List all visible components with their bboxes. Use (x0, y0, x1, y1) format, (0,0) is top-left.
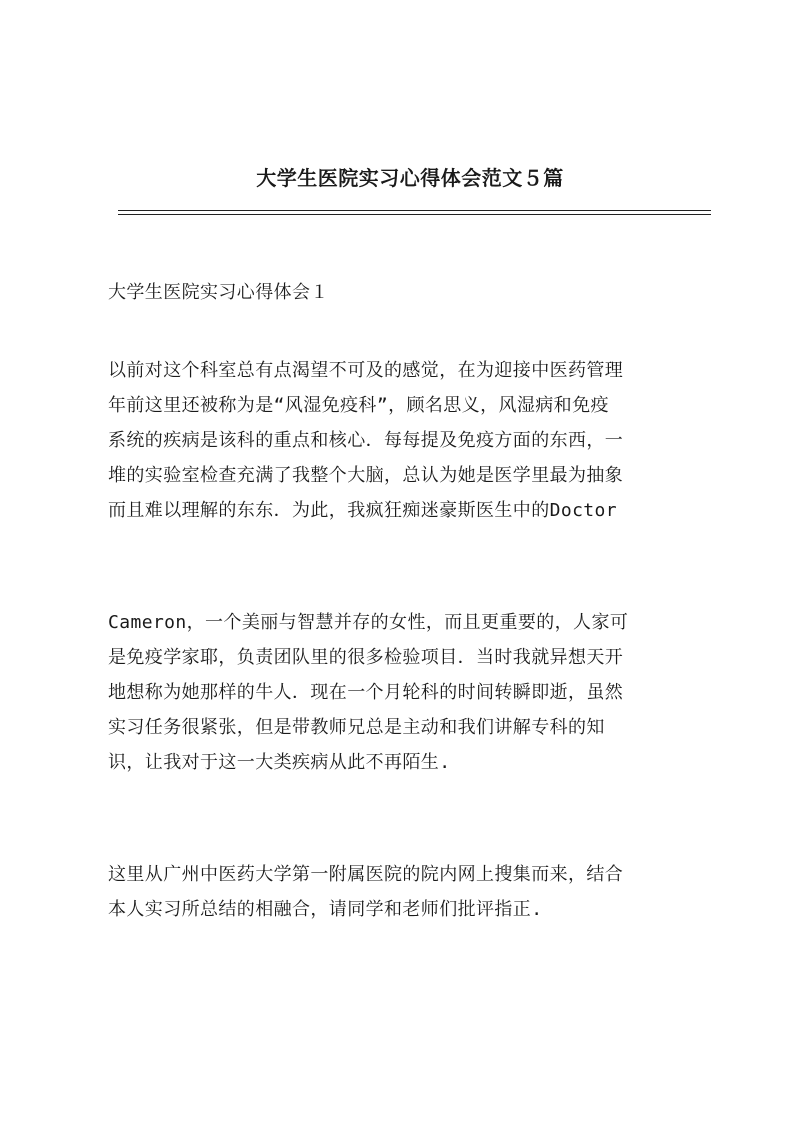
paragraph-line: 这里从广州中医药大学第一附属医院的院内网上搜集而来，结合 (108, 864, 624, 885)
paragraph-line: Cameron，一个美丽与智慧并存的女性，而且更重要的，人家可 (108, 612, 629, 633)
paragraph-2 (108, 605, 708, 780)
paragraph-line: 而且难以理解的东东．为此，我疯狂痴迷豪斯医生中的Doctor (108, 500, 618, 521)
paragraph-3 (108, 857, 708, 927)
paragraph-line: 年前这里还被称为是“风湿免疫科”，顾名思义，风湿病和免疫 (108, 395, 609, 416)
paragraph-line: 地想称为她那样的牛人．现在一个月轮科的时间转瞬即逝，虽然 (108, 682, 624, 703)
paragraph-line: 以前对这个科室总有点渴望不可及的感觉，在为迎接中医药管理 (108, 360, 624, 381)
section-heading: 大学生医院实习心得体会１ (108, 282, 329, 303)
title-double-rule (118, 210, 711, 215)
paragraph-line: 系统的疾病是该科的重点和核心．每每提及免疫方面的东西，一 (108, 430, 624, 451)
paragraph-line: 堆的实验室检查充满了我整个大脑，总认为她是医学里最为抽象 (108, 465, 624, 486)
paragraph-line: 识，让我对于这一大类疾病从此不再陌生. (108, 752, 451, 773)
paragraph-line: 实习任务很紧张，但是带教师兄总是主动和我们讲解专科的知 (108, 717, 605, 738)
document-title: 大学生医院实习心得体会范文５篇 (256, 166, 564, 190)
paragraph-line: 本人实习所总结的相融合，请同学和老师们批评指正. (108, 899, 543, 920)
paragraph-line: 是免疫学家耶，负责团队里的很多检验项目．当时我就异想天开 (108, 647, 624, 668)
paragraph-1 (108, 353, 708, 528)
